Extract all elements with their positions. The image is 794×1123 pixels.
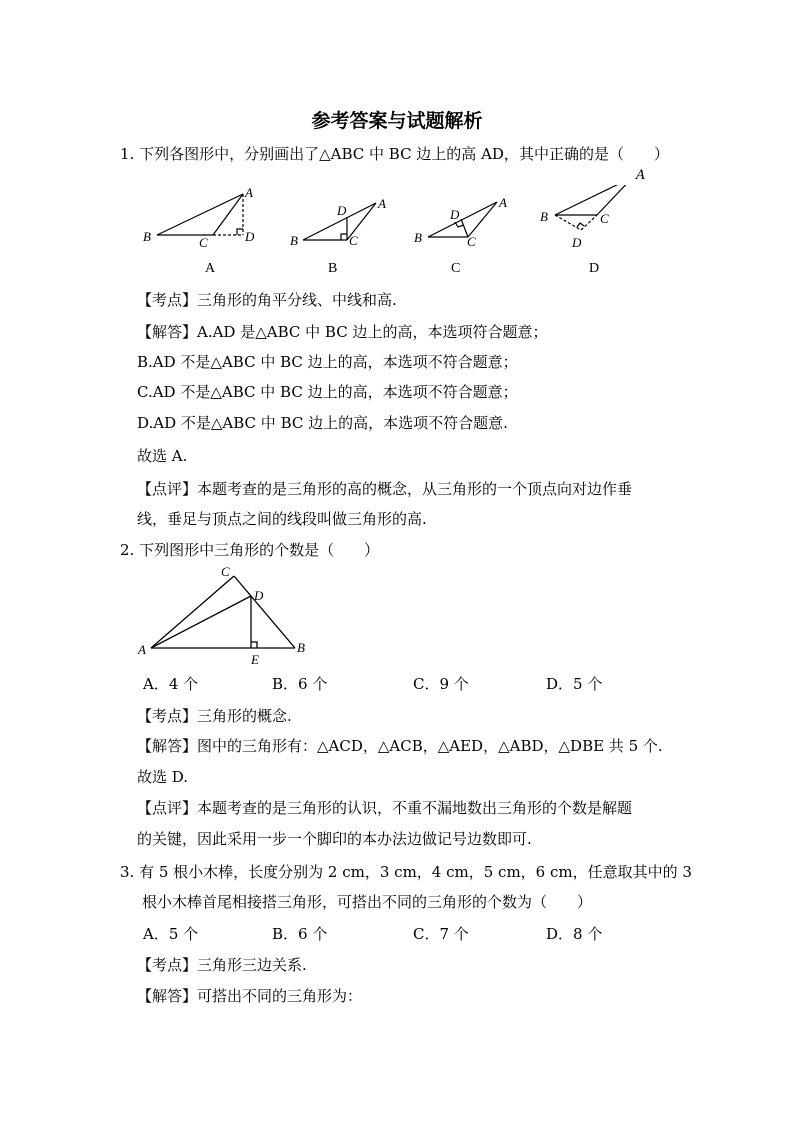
q2-answer: 故选 D. <box>137 768 189 786</box>
q1d-label-B: B <box>540 209 548 224</box>
q2-label-E: E <box>251 652 259 667</box>
q2-kaodian: 【考点】三角形的概念. <box>137 707 292 725</box>
q3-jieda: 【解答】可搭出不同的三角形为： <box>137 987 363 1005</box>
q2-option-a: A．4 个 <box>143 675 199 693</box>
q1-figures <box>0 185 794 275</box>
q1d-label-A: A <box>636 168 646 183</box>
q1-figure-a <box>157 194 243 235</box>
q1-caption-a: A <box>205 261 216 275</box>
q1-line-c: C.AD 不是△ABC 中 BC 边上的高，本选项不符合题意； <box>137 383 518 401</box>
q2-label-A: A <box>138 642 146 657</box>
q1-jieda: 【解答】A.AD 是△ABC 中 BC 边上的高，本选项符合题意； <box>137 323 548 341</box>
q2-dianping-1: 【点评】本题考查的是三角形的认识，不重不漏地数出三角形的个数是解题 <box>137 799 633 817</box>
q3-stem-2: 根小木棒首尾相接搭三角形，可搭出不同的三角形的个数为（ ） <box>142 893 593 911</box>
q2-option-c: C．9 个 <box>413 675 469 693</box>
q1b-label-C: C <box>349 233 358 248</box>
q3-option-a: A．5 个 <box>143 925 199 943</box>
q3-option-c: C．7 个 <box>413 925 469 943</box>
q1d-label-C: C <box>600 211 609 226</box>
q1-answer: 故选 A. <box>137 447 188 465</box>
q1-caption-d: D <box>589 261 600 275</box>
q3-option-b: B．6 个 <box>272 925 328 943</box>
page-title: 参考答案与试题解析 <box>311 110 483 132</box>
q1c-label-C: C <box>467 234 476 249</box>
q2-dianping-2: 的关键，因此采用一步一个脚印的本办法边做记号边数即可. <box>137 830 532 848</box>
q1c-label-A: A <box>499 195 507 210</box>
q1a-label-C: C <box>199 235 208 250</box>
q3-kaodian: 【考点】三角形三边关系. <box>137 956 307 974</box>
q1c-label-D: D <box>450 207 460 222</box>
q1-line-d: D.AD 不是△ABC 中 BC 边上的高，本选项不符合题意. <box>137 414 508 432</box>
q3-option-d: D．8 个 <box>546 925 603 943</box>
q2-jieda: 【解答】图中的三角形有：△ACD，△ACB，△AED，△ABD，△DBE 共 5 个. <box>137 737 663 755</box>
q1a-label-B: B <box>143 229 151 244</box>
q2-label-B: B <box>297 640 305 655</box>
q1-caption-b: B <box>328 261 338 275</box>
q1a-label-D: D <box>245 229 255 244</box>
q2-label-D: D <box>254 588 264 603</box>
q2-stem: 2. 下列图形中三角形的个数是（ ） <box>120 541 380 559</box>
q1-dianping-1: 【点评】本题考查的是三角形的高的概念，从三角形的一个顶点向对边作垂 <box>137 480 633 498</box>
q2-figure <box>0 562 794 672</box>
q1-dianping-2: 线，垂足与顶点之间的线段叫做三角形的高. <box>137 510 427 528</box>
q2-option-d: D．5 个 <box>546 675 603 693</box>
q2-option-b: B．6 个 <box>272 675 328 693</box>
q1-line-b: B.AD 不是△ABC 中 BC 边上的高，本选项不符合题意； <box>137 353 518 371</box>
q1b-label-A: A <box>378 196 386 211</box>
q1b-label-B: B <box>290 233 298 248</box>
q1a-label-A: A <box>245 185 253 200</box>
q3-stem-1: 3. 有 5 根小木棒，长度分别为 2 cm，3 cm，4 cm，5 cm，6 cm，任意取其中的 3 <box>120 863 692 881</box>
q2-label-C: C <box>221 564 230 579</box>
q1-caption-c: C <box>451 261 461 275</box>
q1c-label-B: B <box>414 230 422 245</box>
q1-kaodian: 【考点】三角形的角平分线、中线和高. <box>137 291 397 309</box>
q1b-label-D: D <box>337 203 347 218</box>
q1-stem: 1. 下列各图形中，分别画出了△ABC 中 BC 边上的高 AD，其中正确的是（ ） <box>120 145 669 163</box>
q1d-label-D: D <box>572 235 582 250</box>
q1-figure-c <box>428 202 497 237</box>
q1-figure-d <box>555 185 633 230</box>
